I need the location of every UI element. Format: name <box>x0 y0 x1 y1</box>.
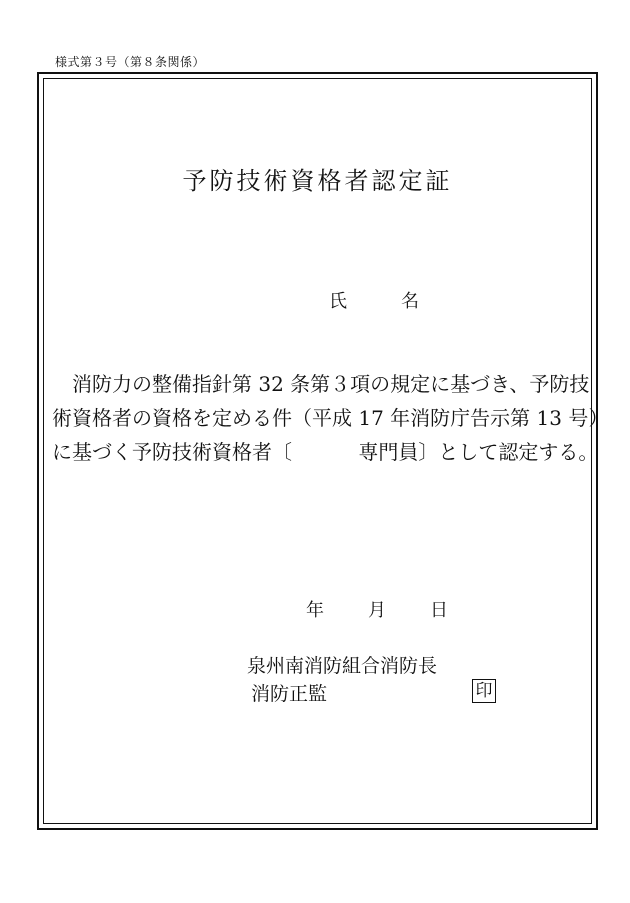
certificate-title: 予防技術資格者認定証 <box>182 167 453 195</box>
date-month: 月 <box>368 600 386 621</box>
name-label: 氏 名 <box>329 291 437 312</box>
issuer-rank: 消防正監 <box>251 683 328 705</box>
form-number: 様式第３号（第８条関係） <box>55 55 206 69</box>
issuer-organization: 泉州南消防組合消防長 <box>247 655 438 677</box>
body-line-1: 消防力の整備指針第 32 条第３項の規定に基づき、予防技 <box>52 372 590 396</box>
certificate-inner-frame <box>43 78 609 824</box>
body-line-2: 術資格者の資格を定める件（平成 17 年消防庁告示第 13 号） <box>52 406 609 430</box>
date-day: 日 <box>430 600 448 621</box>
date-year: 年 <box>306 600 324 621</box>
certificate-frame <box>37 72 609 830</box>
issue-date <box>306 596 448 622</box>
certificate-body <box>52 367 609 469</box>
body-line-3: に基づく予防技術資格者〔 専門員〕として認定する。 <box>52 440 599 464</box>
seal-mark: 印 <box>472 679 496 703</box>
